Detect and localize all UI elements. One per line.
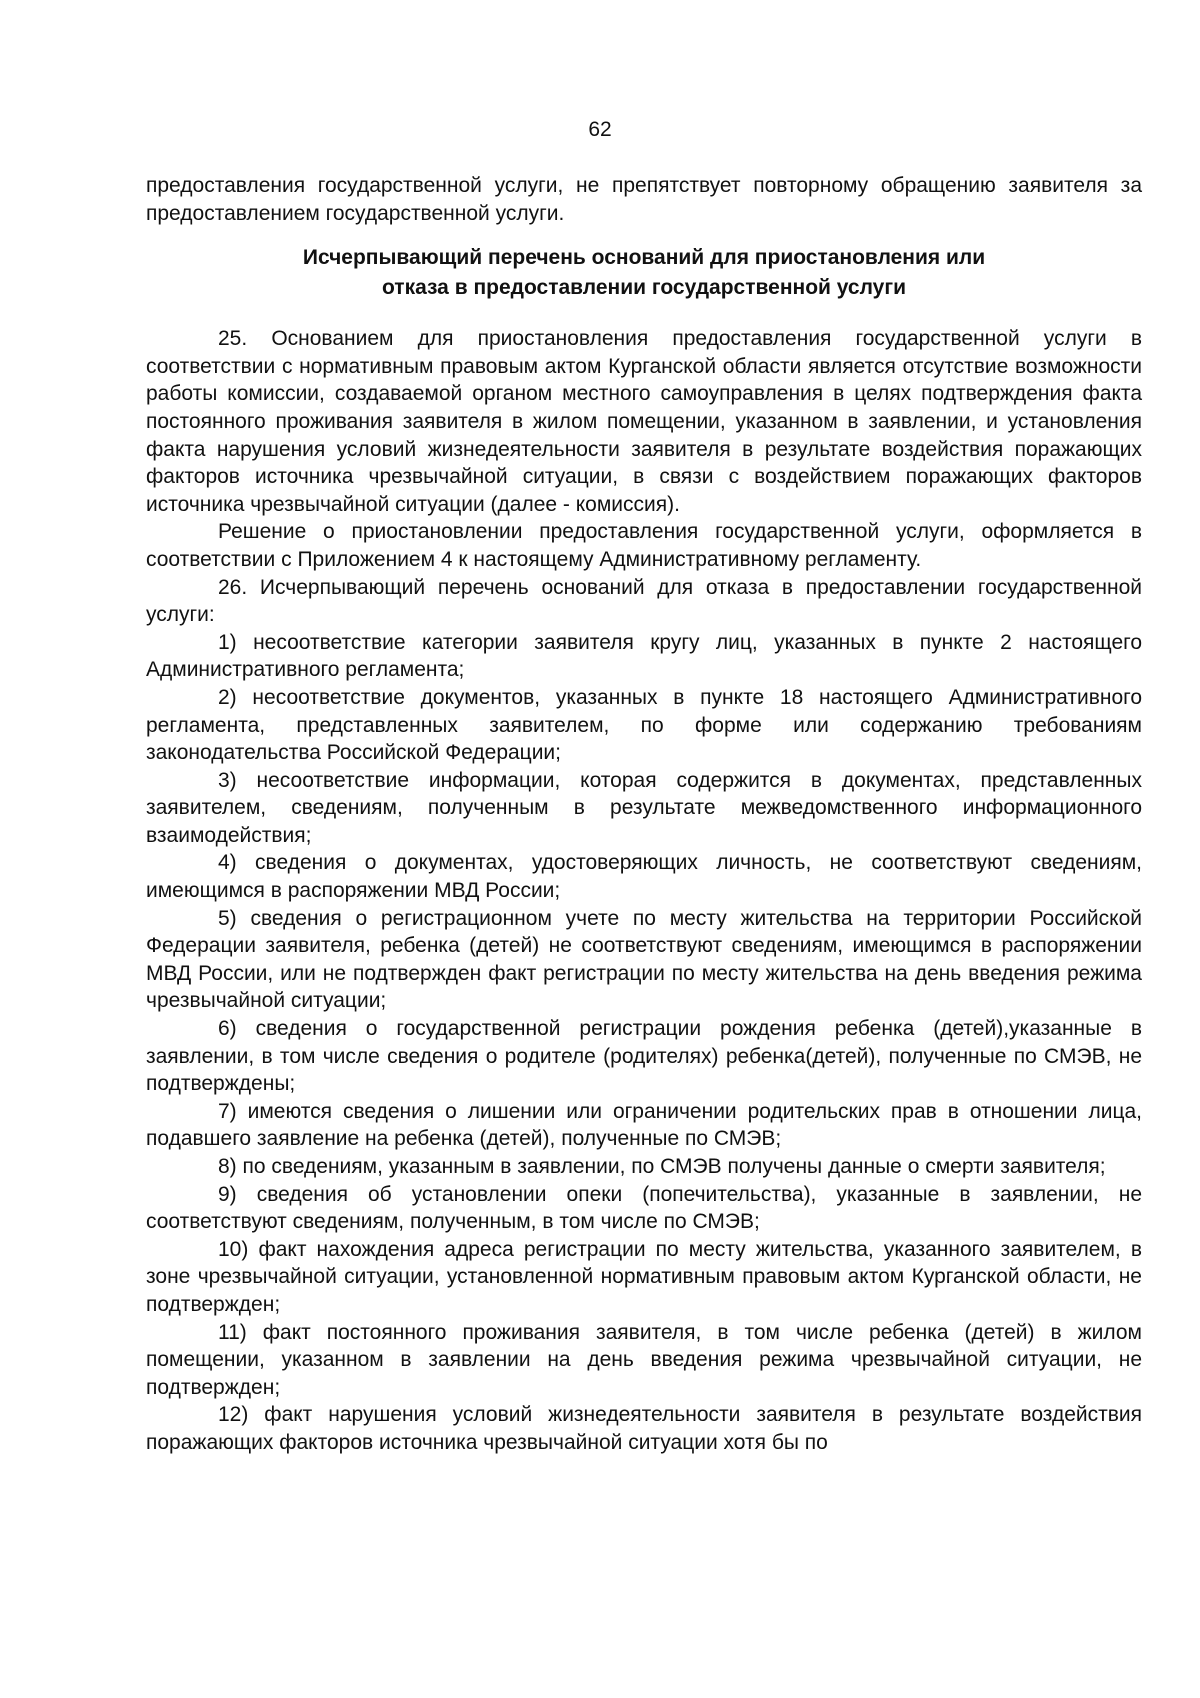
section-heading-line-2: отказа в предоставлении государственной услуги xyxy=(381,276,907,300)
list-item: 6) сведения о государственной регистрации рождения ребенка (детей),указанные в заявлении, в том числе сведения о родителе (родителях) ребенка(детей), полученные по СМЭВ, не подтверждены; xyxy=(146,1017,1142,1096)
section-heading xyxy=(146,243,1142,303)
list-item: 3) несоответствие информации, которая содержится в документах, представленных заявителем, сведениям, полученным в результате межведомственного информационного взаимодействия; xyxy=(146,768,1142,847)
intro-paragraph: предоставления государственной услуги, не препятствует повторному обращению заявителя за предоставлением государственной услуги. xyxy=(146,174,1142,225)
list-item: 11) факт постоянного проживания заявителя, в том числе ребенка (детей) в жилом помещении, указанном в заявлении на день введения режима чрезвычайной ситуации, не подтвержден; xyxy=(146,1320,1142,1399)
document-body xyxy=(146,172,1142,1457)
list-item: 7) имеются сведения о лишении или ограничении родительских прав в отношении лица, подавшего заявление на ребенка (детей), полученные по СМЭВ; xyxy=(146,1099,1142,1151)
page-number: 62 xyxy=(588,118,612,141)
list-item: 9) сведения об установлении опеки (попечительства), указанные в заявлении, не соответствуют сведениям, полученным, в том числе по СМЭВ; xyxy=(146,1182,1142,1234)
list-item: 8) по сведениям, указанным в заявлении, по СМЭВ получены данные о смерти заявителя; xyxy=(218,1155,1106,1178)
section-heading-line-1: Исчерпывающий перечень оснований для приостановления или xyxy=(302,246,986,270)
list-item: 4) сведения о документах, удостоверяющих личность, не соответствуют сведениям, имеющимся в распоряжении МВД России; xyxy=(146,851,1142,903)
paragraph-decision: Решение о приостановлении предоставления государственной услуги, оформляется в соответствии с Приложением 4 к настоящему Административному регламенту. xyxy=(146,520,1142,571)
list-item: 10) факт нахождения адреса регистрации по месту жительства, указанного заявителем, в зоне чрезвычайной ситуации, установленной нормативным правовым актом Курганской области, не подтвержден; xyxy=(146,1237,1142,1316)
list-item: 2) несоответствие документов, указанных в пункте 18 настоящего Административного регламента, представленных заявителем, по форме или содержанию требованиям законодательства Российской Федерации; xyxy=(146,685,1142,765)
list-item: 1) несоответствие категории заявителя кругу лиц, указанных в пункте 2 настоящего Административного регламента; xyxy=(146,630,1142,682)
paragraph-26: 26. Исчерпывающий перечень оснований для отказа в предоставлении государственной услуги: xyxy=(146,575,1142,627)
list-item: 12) факт нарушения условий жизнедеятельности заявителя в результате воздействия поражающих факторов источника чрезвычайной ситуации хотя бы по xyxy=(146,1403,1142,1454)
paragraph-25: 25. Основанием для приостановления предоставления государственной услуги в соответствии с нормативным правовым актом Курганской области является отсутствие возможности работы комиссии, создаваемой органом местного самоуправления в целях подтверждения факта постоянного проживания заявителя в жилом помещении, указанном в заявлении, и установления факта нарушения условий жизнедеятельности заявителя в результате воздействия поражающих факторов источника чрезвычайной ситуации, в связи с воздействием поражающих факторов источника чрезвычайной ситуации (далее - комиссия). xyxy=(146,327,1142,516)
list-item: 5) сведения о регистрационном учете по месту жительства на территории Российской Федерации заявителя, ребенка (детей) не соответствуют сведениям, имеющимся в распоряжении МВД России, или не подтвержден факт регистрации по месту жительства на день введения режима чрезвычайной ситуации; xyxy=(146,906,1142,1013)
